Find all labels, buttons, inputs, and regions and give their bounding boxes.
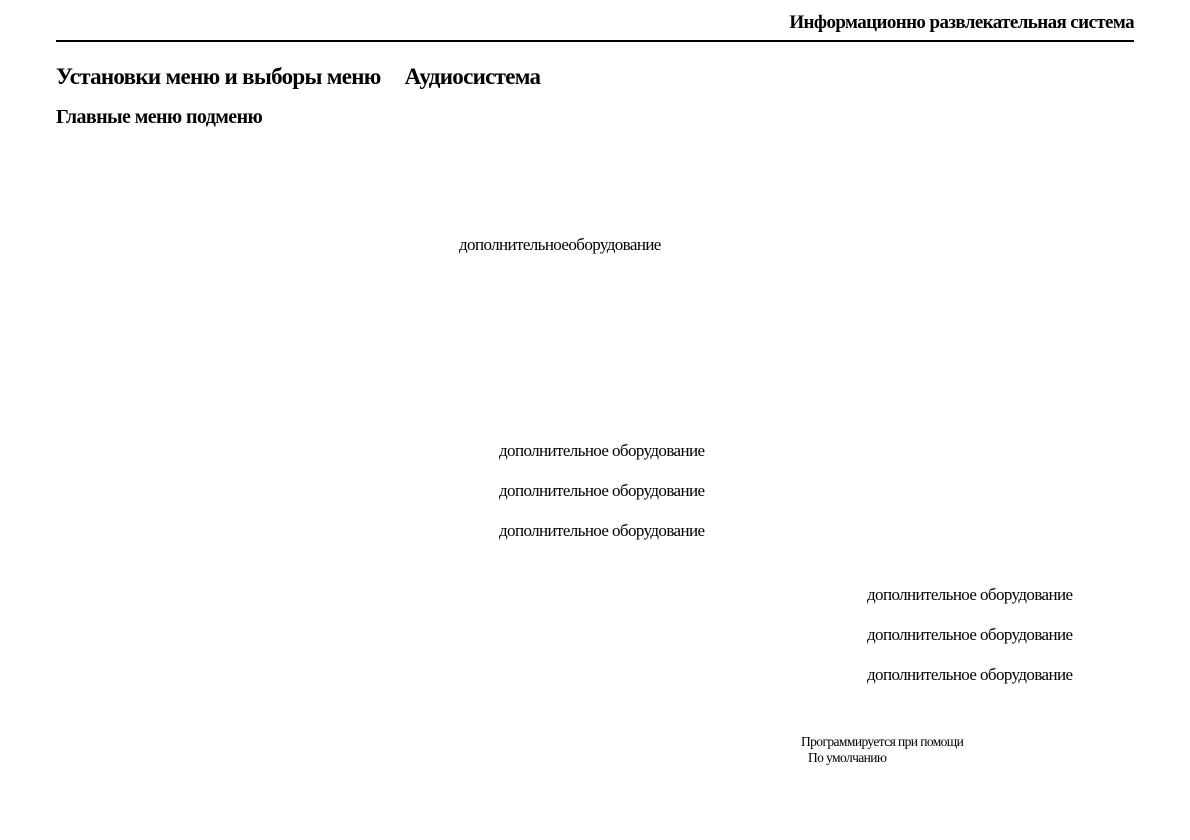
subsection-title: Главные меню подменю (56, 106, 263, 128)
menu-label-right-3: дополнительное оборудование (867, 665, 1073, 684)
header-divider (56, 40, 1134, 42)
section-heading (56, 64, 540, 90)
menu-label-right-2: дополнительное оборудование (867, 625, 1073, 644)
menu-label-top: дополнительноеоборудование (459, 235, 661, 254)
menu-label-middle-1: дополнительное оборудование (499, 441, 705, 460)
section-title: Установки меню и выборы меню (56, 64, 381, 89)
legend-default: По умолчанию (808, 750, 887, 765)
section-subtitle-audio: Аудиосистема (404, 64, 541, 89)
menu-label-middle-3: дополнительное оборудование (499, 521, 705, 540)
legend-programmed-by: Программируется при помощи (801, 734, 964, 749)
menu-label-middle-2: дополнительное оборудование (499, 481, 705, 500)
running-header-title: Информационно развлекательная система (789, 12, 1134, 33)
menu-label-right-1: дополнительное оборудование (867, 585, 1073, 604)
